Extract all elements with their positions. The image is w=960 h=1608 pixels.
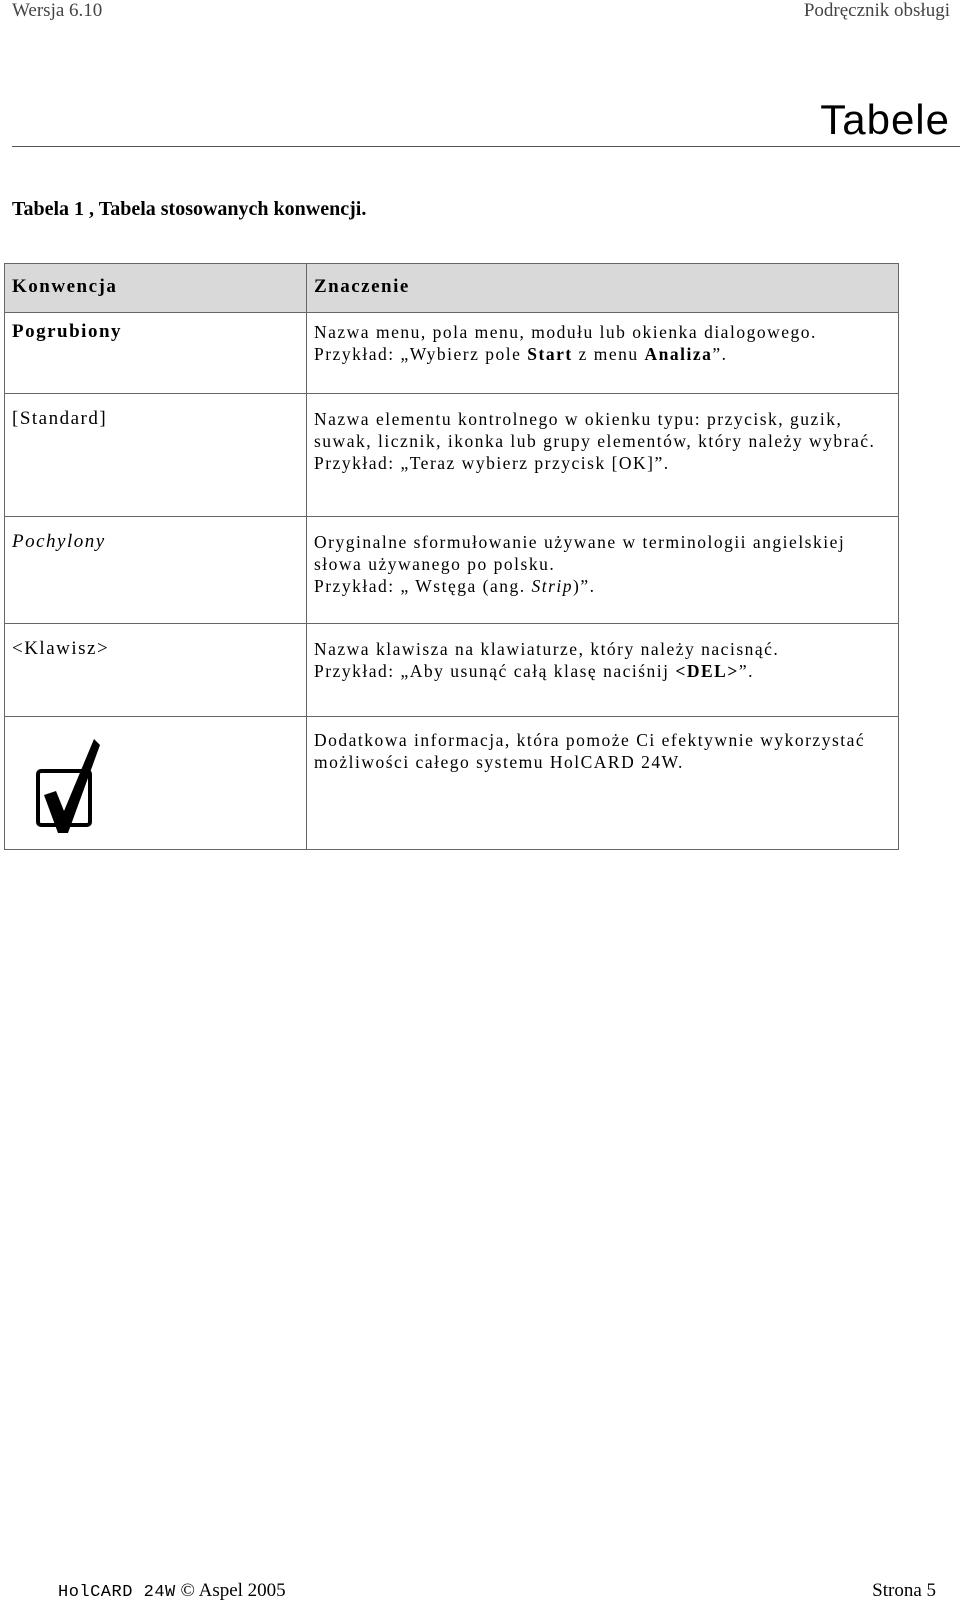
conventions-table — [4, 263, 899, 850]
meaning-text: Nazwa klawisza na klawiaturze, który należy nacisnąć. — [314, 639, 780, 659]
example-bold: Start — [527, 344, 573, 364]
icon-cell — [5, 717, 307, 850]
example-bold: <DEL> — [675, 661, 739, 681]
example-text: )”. — [573, 576, 596, 596]
example-text: ”. — [712, 344, 728, 364]
convention-cell: <Klawisz> — [5, 624, 307, 717]
footer-page-number: Strona 5 — [872, 1580, 936, 1601]
header-version: Wersja 6.10 — [12, 0, 103, 21]
table-row — [5, 313, 899, 394]
section-divider — [12, 146, 960, 147]
meaning-cell — [307, 394, 899, 517]
table-row — [5, 517, 899, 624]
footer-product — [58, 1580, 286, 1602]
table-row — [5, 394, 899, 517]
table-caption: Tabela 1 , Tabela stosowanych konwencji. — [12, 198, 367, 220]
meaning-cell — [307, 717, 899, 850]
example-text: z menu — [572, 344, 645, 364]
meaning-text: Oryginalne sformułowanie używane w terminologii angielskiej słowa używanego po polsku. — [314, 532, 846, 574]
footer-copyright: © Aspel 2005 — [175, 1580, 286, 1601]
example-bold: Analiza — [644, 344, 713, 364]
convention-cell: [Standard] — [5, 394, 307, 517]
example-text: ”. — [738, 661, 754, 681]
column-header-convention: Konwencja — [5, 264, 307, 313]
checkmark-icon — [34, 737, 104, 837]
table-row — [5, 624, 899, 717]
example-italic: Strip — [531, 576, 574, 596]
meaning-text: Dodatkowa informacja, która pomoże Ci efektywnie wykorzystać możliwości całego systemu HolCARD 24W. — [314, 730, 866, 772]
convention-cell: Pogrubiony — [5, 313, 307, 394]
meaning-cell — [307, 313, 899, 394]
section-title: Tabele — [820, 96, 950, 143]
header-manual-title: Podręcznik obsługi — [803, 0, 950, 21]
table-row — [5, 717, 899, 850]
meaning-text: Nazwa menu, pola menu, modułu lub okienka dialogowego. — [314, 322, 817, 342]
column-header-meaning: Znaczenie — [307, 264, 899, 313]
example-text: Przykład: „Aby usunąć całą klasę naciśnij — [314, 661, 676, 681]
meaning-text: Nazwa elementu kontrolnego w okienku typu: przycisk, guzik, suwak, licznik, ikonka lub grupy elementów, który należy wybrać. — [314, 409, 876, 451]
convention-cell: Pochylony — [5, 517, 307, 624]
example-text: Przykład: „Teraz wybierz przycisk [OK]”. — [314, 453, 670, 473]
example-text: Przykład: „ Wstęga (ang. — [314, 576, 532, 596]
meaning-cell — [307, 517, 899, 624]
table-header-row — [5, 264, 899, 313]
footer-product-name: HolCARD 24W — [58, 1583, 176, 1602]
meaning-cell — [307, 624, 899, 717]
example-text: Przykład: „Wybierz pole — [314, 344, 528, 364]
